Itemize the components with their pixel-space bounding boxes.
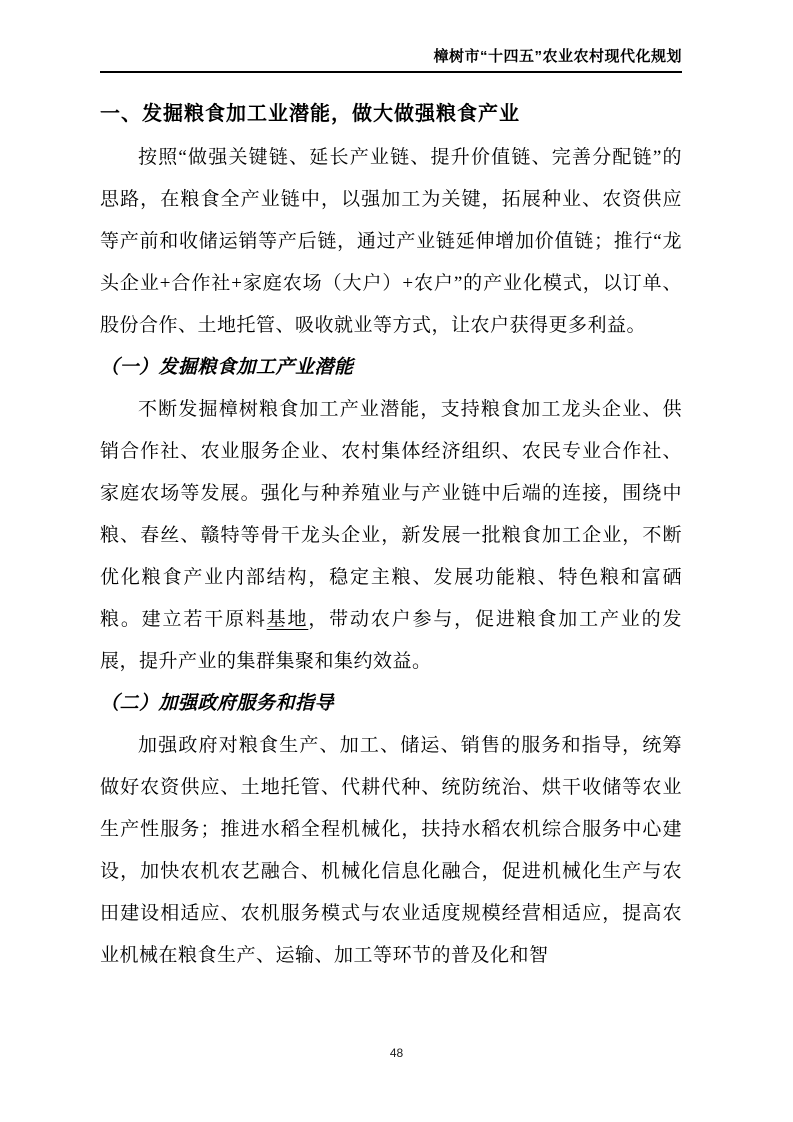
paragraph-section-2: 加强政府对粮食生产、加工、储运、销售的服务和指导，统筹做好农资供应、土地托管、代耕代种、统防统治、烘干收储等农业生产性服务；推进水稻全程机械化，扶持水稻农机综合服务中心建设，加快农机农艺融合、机械化信息化融合，促进机械化生产与农田建设相适应、农机服务模式与农业适度规模经营相适应，提高农业机械在粮食生产、运输、加工等环节的普及化和智: [100, 735, 682, 966]
paragraph-section-1-text-after: ，带动农户参与，促进粮食加工产业的发展，提升产业的集群集聚和集约效益。: [100, 609, 682, 672]
paragraph-section-1: [100, 389, 682, 683]
paragraph-section-1-underlined-term: 基地: [266, 609, 309, 630]
paragraph-intro: 按照“做强关键链、延长产业链、提升价值链、完善分配链”的思路，在粮食全产业链中，以强加工为关键，拓展种业、农资供应等产前和收储运销等产后链，通过产业链延伸增加价值链；推行“龙头企业+合作社+家庭农场（大户）+农户”的产业化模式，以订单、股份合作、土地托管、吸收就业等方式，让农户获得更多利益。: [100, 147, 682, 336]
sub-heading-1: （一）发掘粮食加工产业潜能: [100, 357, 354, 378]
page-number: 48: [389, 1046, 404, 1060]
paragraph-section-1-text-before: 不断发掘樟树粮食加工产业潜能，支持粮食加工龙头企业、供销合作社、农业服务企业、农村集体经济组织、农民专业合作社、家庭农场等发展。强化与种养殖业与产业链中后端的连接，围绕中粮、春丝、赣特等骨干龙头企业，新发展一批粮食加工企业，不断优化粮食产业内部结构，稳定主粮、发展功能粮、特色粮和富硒粮。建立若干原料: [100, 399, 682, 630]
document-header-title: 樟树市“十四五”农业农村现代化规划: [100, 48, 682, 73]
sub-heading-2: （二）加强政府服务和指导: [100, 693, 335, 714]
section-heading: 一、发掘粮食加工业潜能，做大做强粮食产业: [100, 103, 520, 125]
